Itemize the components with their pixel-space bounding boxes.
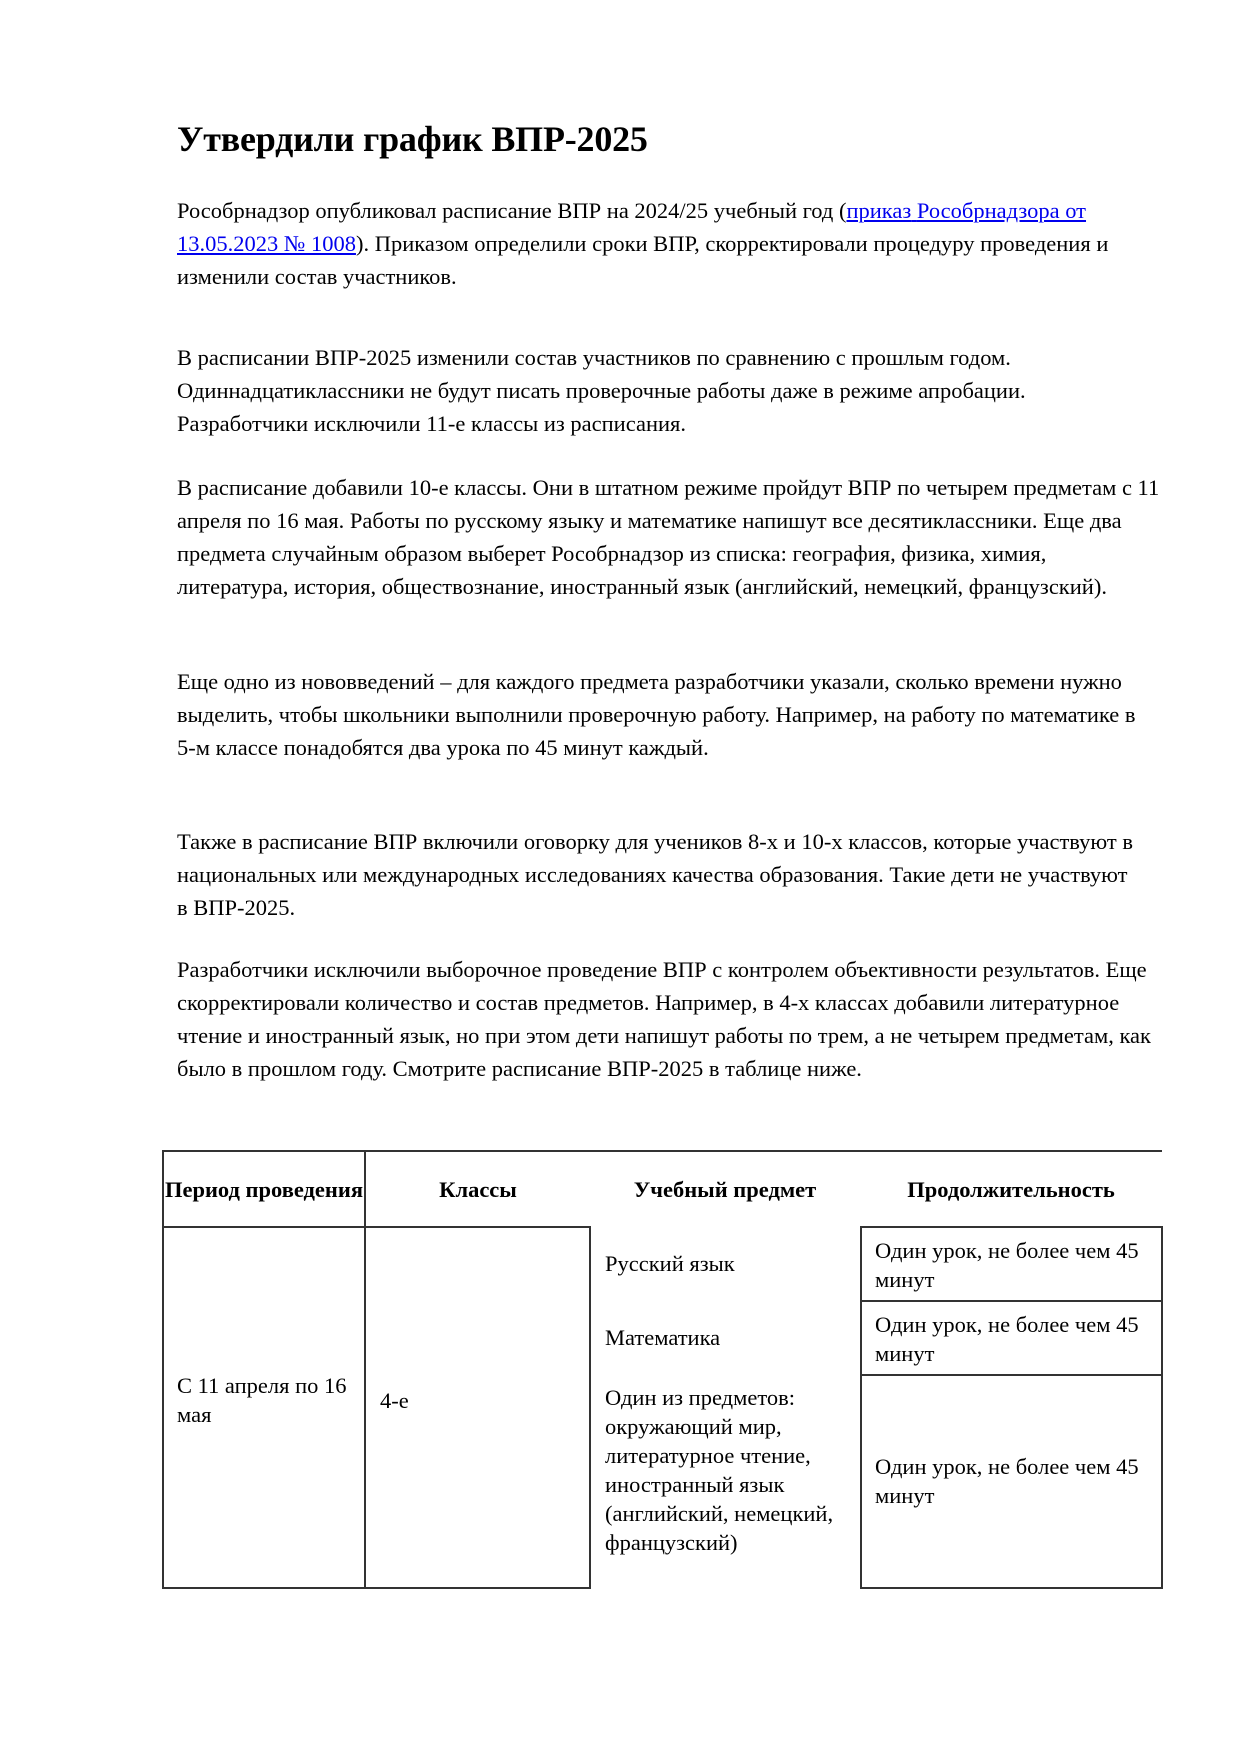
page-title: Утвердили график ВПР-2025 xyxy=(177,119,648,159)
intro-text-after: ). Приказом определили сроки ВПР, скорректировали процедуру проведения и изменили состав участников. xyxy=(177,231,1109,289)
grade-cell: 4-е xyxy=(380,1388,409,1413)
period-cell: С 11 апреля по 16 мая xyxy=(177,1373,347,1427)
paragraph-duration: Еще одно из нововведений – для каждого предмета разработчики указали, сколько времени нужно выделить, чтобы школьники выполнили проверочную работу. Например, на работу по математике в 5-м классе понадобятся два урока по 45 минут каждый. xyxy=(177,669,1136,760)
schedule-table xyxy=(162,1150,1162,1600)
paragraph-exemption: Также в расписание ВПР включили оговорку для учеников 8-х и 10-х классов, которые участвуют в национальных или международных исследованиях качества образования. Такие дети не участвуют в ВПР-2025. xyxy=(177,829,1134,920)
intro-paragraph xyxy=(177,194,1167,293)
paragraph-participants: В расписании ВПР-2025 изменили состав участников по сравнению с прошлым годом. Одиннадцатиклассники не будут писать проверочные работы даже в режиме апробации. Разработчики исключили 11-е классы из расписания. xyxy=(177,345,1026,436)
paragraph-10th-grades: В расписание добавили 10-е классы. Они в штатном режиме пройдут ВПР по четырем предметам с 11 апреля по 16 мая. Работы по русскому языку и математике напишут все десятиклассники. Еще два предмета случайным образом выберет Рособрнадзор из списка: география, физика, химия, литература, история, обществознание, иностранный язык (английский, немецкий, французский). xyxy=(177,475,1160,599)
header-duration: Продолжительность xyxy=(907,1176,1115,1202)
intro-text-before: Рособрнадзор опубликовал расписание ВПР на 2024/25 учебный год ( xyxy=(177,198,847,223)
header-grades: Классы xyxy=(439,1176,517,1202)
header-subject: Учебный предмет xyxy=(633,1176,817,1202)
duration-cell-math: Один урок, не более чем 45 минут xyxy=(875,1312,1139,1366)
duration-cell-russian: Один урок, не более чем 45 минут xyxy=(875,1238,1139,1292)
decree-link-part1[interactable]: приказ xyxy=(846,198,912,223)
header-period: Период проведения xyxy=(164,1176,364,1202)
subject-cell-math: Математика xyxy=(605,1325,721,1350)
duration-cell-elective: Один урок, не более чем 45 минут xyxy=(875,1454,1139,1508)
decree-link-part2[interactable]: Рособрнадзора от 13.05.2023 № 1008 xyxy=(177,198,1087,256)
subject-cell-elective: Один из предметов: окружающий мир, литературное чтение, иностранный язык (английский, немецкий, французский) xyxy=(605,1385,834,1555)
subject-cell-russian: Русский язык xyxy=(605,1251,735,1276)
paragraph-changes: Разработчики исключили выборочное проведение ВПР с контролем объективности результатов. Еще скорректировали количество и состав предметов. Например, в 4-х классах добавили литературное чтение и иностранный язык, но при этом дети напишут работы по трем, а не четырем предметам, как было в прошлом году. Смотрите расписание ВПР-2025 в таблице ниже. xyxy=(177,957,1151,1081)
